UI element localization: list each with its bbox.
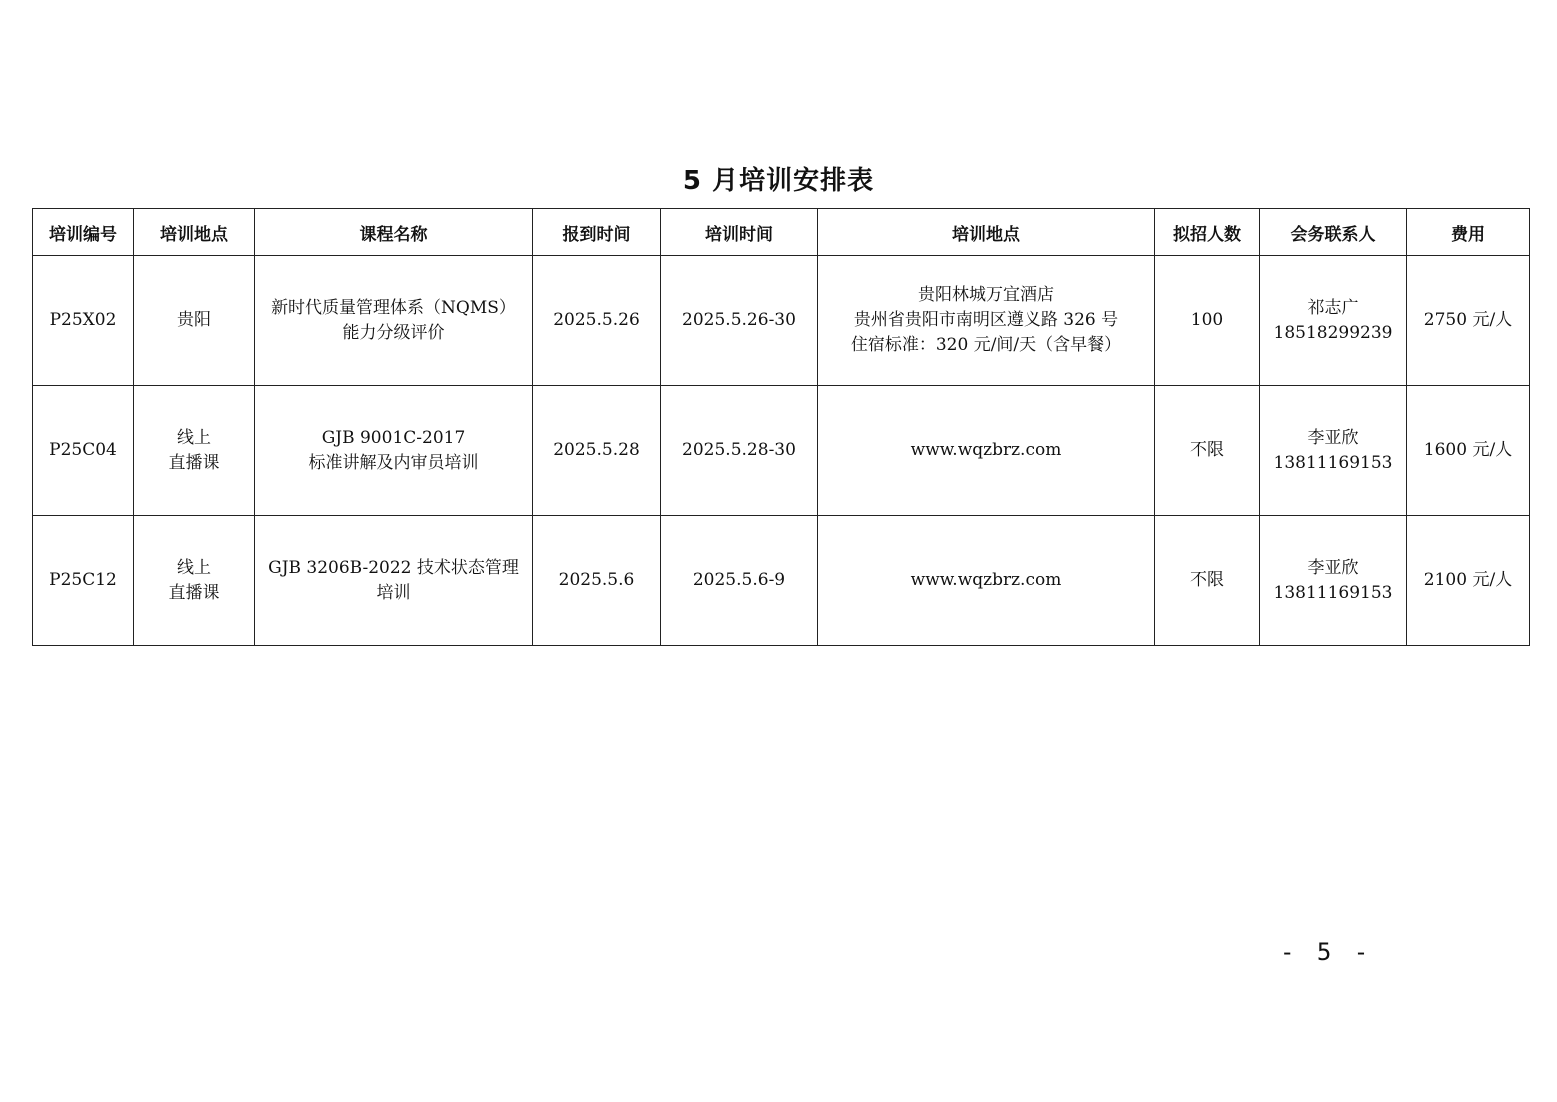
location-line: 线上 [177,427,211,448]
header-checkin: 报到时间 [533,209,661,256]
cell-checkin: 2025.5.6 [533,516,661,646]
table-header-row [33,209,1530,256]
course-line: GJB 3206B-2022 技术状态管理 [268,557,519,578]
header-course: 课程名称 [255,209,533,256]
cell-location [134,386,255,516]
cell-venue [818,256,1155,386]
cell-contact [1260,516,1407,646]
contact-name: 李亚欣 [1307,557,1359,578]
header-fee: 费用 [1407,209,1530,256]
location-line: 直播课 [168,452,220,473]
cell-venue [818,516,1155,646]
venue-url: www.wqzbrz.com [910,570,1062,590]
contact-phone: 18518299239 [1273,322,1393,343]
cell-contact [1260,256,1407,386]
cell-quota: 100 [1155,256,1260,386]
table-row [33,256,1530,386]
location-line: 线上 [177,557,211,578]
course-line: GJB 9001C-2017 [321,427,466,448]
header-contact: 会务联系人 [1260,209,1407,256]
venue-line: 贵阳林城万宜酒店 [918,285,1054,305]
contact-phone: 13811169153 [1273,582,1393,603]
header-code: 培训编号 [33,209,134,256]
cell-fee: 2750 元/人 [1407,256,1530,386]
contact-phone: 13811169153 [1273,452,1393,473]
course-line: 能力分级评价 [342,322,445,343]
location-line: 直播课 [168,582,220,603]
page-number: - 5 - [1280,938,1373,966]
cell-location [134,516,255,646]
course-line: 新时代质量管理体系（NQMS） [271,297,516,318]
cell-quota: 不限 [1155,516,1260,646]
cell-checkin: 2025.5.26 [533,256,661,386]
header-quota: 拟招人数 [1155,209,1260,256]
location-line: 贵阳 [177,310,211,330]
header-location: 培训地点 [134,209,255,256]
course-line: 培训 [376,582,411,603]
course-line: 标准讲解及内审员培训 [308,452,479,473]
cell-training-time: 2025.5.6-9 [661,516,818,646]
cell-fee: 2100 元/人 [1407,516,1530,646]
cell-code: P25X02 [33,256,134,386]
training-schedule-table [32,208,1530,646]
cell-fee: 1600 元/人 [1407,386,1530,516]
cell-training-time: 2025.5.26-30 [661,256,818,386]
cell-location [134,256,255,386]
cell-quota: 不限 [1155,386,1260,516]
cell-course [255,256,533,386]
venue-url: www.wqzbrz.com [910,440,1062,460]
cell-checkin: 2025.5.28 [533,386,661,516]
contact-name: 祁志广 [1307,297,1359,318]
cell-code: P25C12 [33,516,134,646]
contact-name: 李亚欣 [1307,427,1359,448]
cell-contact [1260,386,1407,516]
cell-code: P25C04 [33,386,134,516]
cell-course [255,386,533,516]
header-venue: 培训地点 [818,209,1155,256]
table-row [33,516,1530,646]
venue-line: 住宿标准：320 元/间/天（含早餐） [850,335,1122,355]
cell-training-time: 2025.5.28-30 [661,386,818,516]
header-training-time: 培训时间 [661,209,818,256]
cell-course [255,516,533,646]
venue-line: 贵州省贵阳市南明区遵义路 326 号 [853,310,1119,330]
table-row [33,386,1530,516]
page-title: 5 月培训安排表 [682,166,875,196]
cell-venue [818,386,1155,516]
